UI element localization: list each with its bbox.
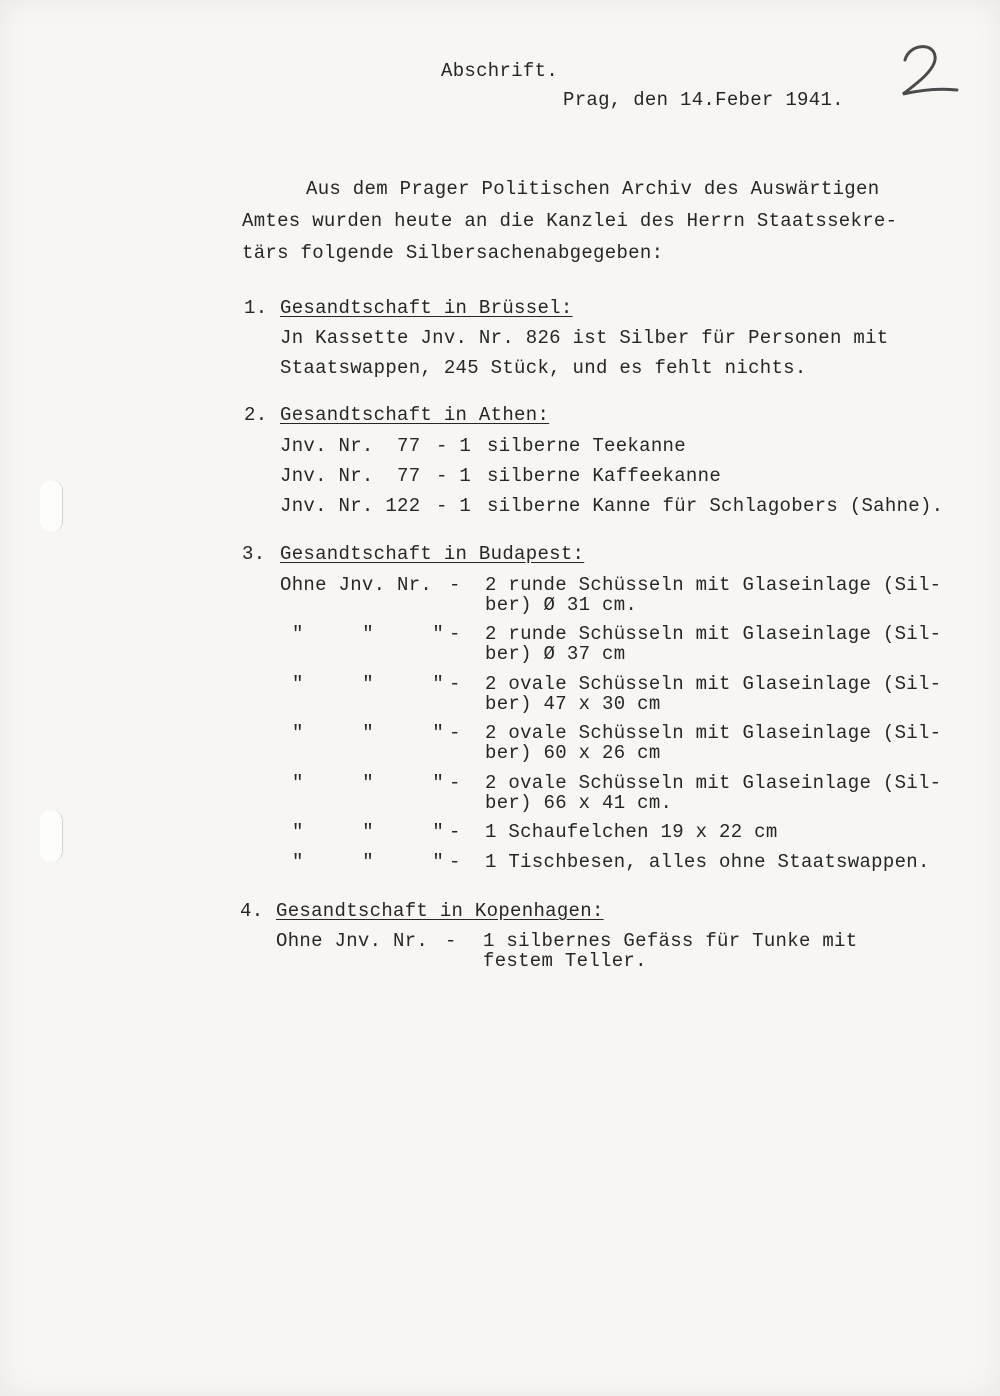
item-dash: - <box>449 673 461 695</box>
section-number: 4. <box>240 900 264 922</box>
ditto-marks: " " " <box>292 772 445 794</box>
punch-hole <box>40 810 63 862</box>
section-heading-bruessel: Gesandtschaft in Brüssel: <box>280 297 573 319</box>
item-text: 2 ovale Schüsseln mit Glaseinlage (Sil- <box>485 673 942 695</box>
item-dash: - <box>449 851 461 873</box>
item-text: silberne Teekanne <box>487 435 686 457</box>
item-text: 2 ovale Schüsseln mit Glaseinlage (Sil- <box>485 772 942 794</box>
intro-line-3: tärs folgende Silbersachenabgegeben: <box>242 242 664 264</box>
item-dash: - 1 <box>436 495 472 517</box>
item-text: 2 ovale Schüsseln mit Glaseinlage (Sil- <box>485 722 942 744</box>
item-dash: - <box>449 574 461 596</box>
item-text: ber) Ø 31 cm. <box>485 594 638 616</box>
item-text: 1 silbernes Gefäss für Tunke mit <box>483 930 858 952</box>
section-line: Staatswappen, 245 Stück, und es fehlt nichts. <box>280 357 807 379</box>
item-text: 2 runde Schüsseln mit Glaseinlage (Sil- <box>485 623 942 645</box>
ditto-marks: " " " <box>292 851 445 873</box>
item-dash: - 1 <box>436 465 472 487</box>
section-heading-athen: Gesandtschaft in Athen: <box>280 404 550 426</box>
item-dash: - <box>449 623 461 645</box>
item-text: ber) Ø 37 cm <box>485 643 626 665</box>
item-text: ber) 47 x 30 cm <box>485 693 661 715</box>
inventory-ref: Jnv. Nr. 77 <box>280 435 421 457</box>
section-heading-kopenhagen: Gesandtschaft in Kopenhagen: <box>276 900 604 922</box>
item-text: 2 runde Schüsseln mit Glaseinlage (Sil- <box>485 574 942 596</box>
document-title: Abschrift. <box>441 60 559 82</box>
section-number: 3. <box>242 543 266 565</box>
section-line: Jn Kassette Jnv. Nr. 826 ist Silber für Personen mit <box>280 327 889 349</box>
item-dash: - <box>449 722 461 744</box>
handwritten-page-number <box>895 38 965 108</box>
document-date: Prag, den 14.Feber 1941. <box>563 89 844 111</box>
item-text: silberne Kaffeekanne <box>487 465 722 487</box>
punch-hole <box>40 480 63 532</box>
section-number: 1. <box>244 297 268 319</box>
item-text: silberne Kanne für Schlagobers (Sahne). <box>487 495 944 517</box>
inventory-ref: Ohne Jnv. Nr. <box>276 930 429 952</box>
item-text: 1 Tischbesen, alles ohne Staatswappen. <box>485 851 930 873</box>
intro-line-1: Aus dem Prager Politischen Archiv des Auswärtigen <box>306 178 880 200</box>
ditto-marks: " " " <box>292 722 445 744</box>
item-text: ber) 66 x 41 cm. <box>485 792 673 814</box>
item-text: ber) 60 x 26 cm <box>485 742 661 764</box>
inventory-ref: Jnv. Nr. 122 <box>280 495 421 517</box>
item-dash: - <box>449 772 461 794</box>
ditto-marks: " " " <box>292 821 445 843</box>
item-dash: - <box>449 821 461 843</box>
inventory-ref: Ohne Jnv. Nr. <box>280 574 433 596</box>
ditto-marks: " " " <box>292 673 445 695</box>
item-dash: - <box>445 930 457 952</box>
item-text: festem Teller. <box>483 950 647 972</box>
intro-line-2: Amtes wurden heute an die Kanzlei des Herrn Staatssekre- <box>242 210 898 232</box>
section-heading-budapest: Gesandtschaft in Budapest: <box>280 543 585 565</box>
item-text: 1 Schaufelchen 19 x 22 cm <box>485 821 778 843</box>
inventory-ref: Jnv. Nr. 77 <box>280 465 421 487</box>
section-number: 2. <box>244 404 268 426</box>
item-dash: - 1 <box>436 435 472 457</box>
ditto-marks: " " " <box>292 623 445 645</box>
